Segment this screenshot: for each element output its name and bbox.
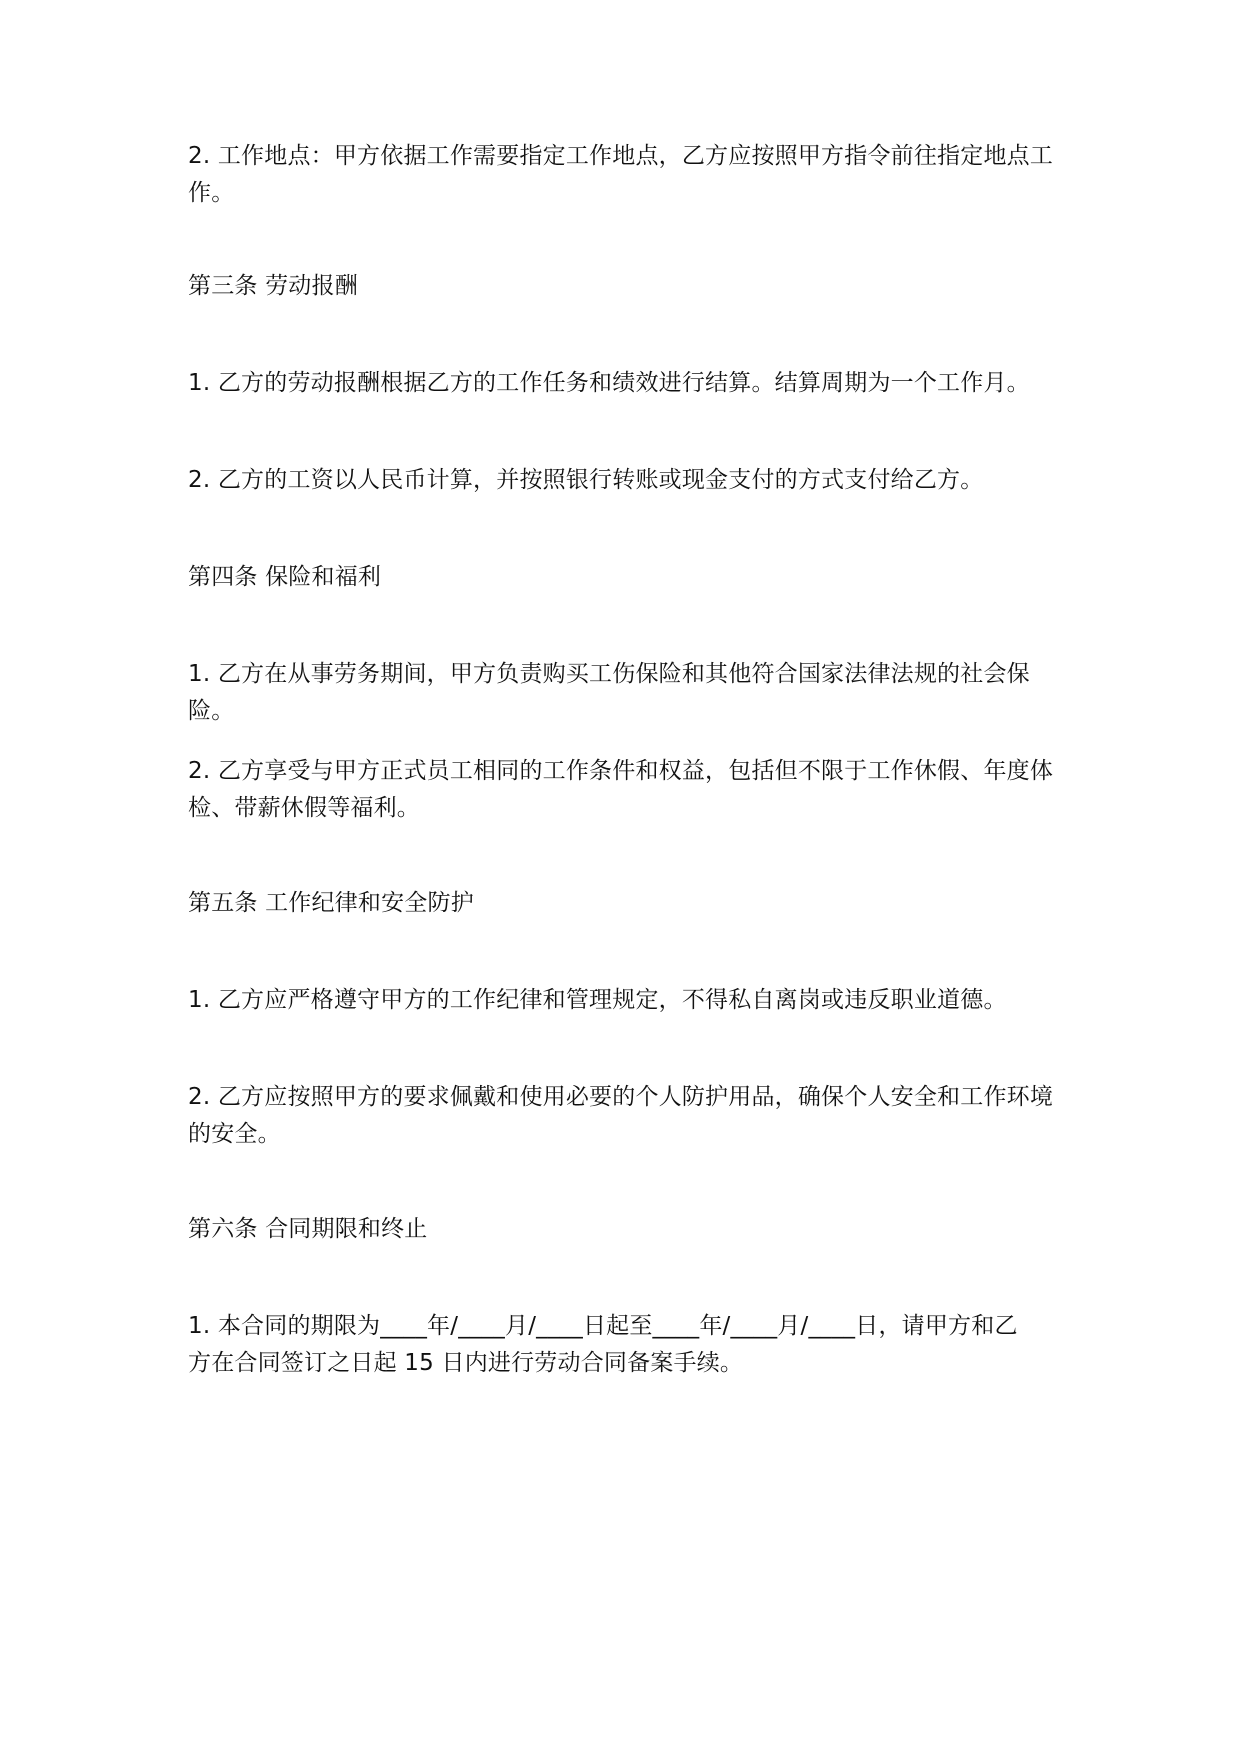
clause-remuneration-2	[188, 462, 1068, 499]
line: 2. 工作地点：甲方依据工作需要指定工作地点，乙方应按照甲方指令前往指定地点工	[188, 143, 1054, 169]
heading-text: 第六条 合同期限和终止	[188, 1216, 428, 1242]
heading-article-4	[188, 559, 1068, 596]
heading-text: 第四条 保险和福利	[188, 564, 382, 590]
line: 1. 乙方在从事劳务期间，甲方负责购买工伤保险和其他符合国家法律法规的社会保险。	[188, 661, 1030, 724]
line: 作。	[188, 180, 235, 206]
line: 2. 乙方的工资以人民币计算，并按照银行转账或现金支付的方式支付给乙方。	[188, 467, 984, 493]
line: 的安全。	[188, 1121, 281, 1147]
line: 方在合同签订之日起 15 日内进行劳动合同备案手续。	[188, 1350, 744, 1376]
clause-insurance-1	[188, 656, 1068, 730]
clause-remuneration-1	[188, 365, 1068, 402]
clause-work-location	[188, 138, 1068, 212]
line: 2. 乙方享受与甲方正式员工相同的工作条件和权益，包括但不限于工作休假、年度体	[188, 758, 1054, 784]
heading-article-5	[188, 885, 1068, 922]
clause-discipline-1	[188, 982, 1068, 1019]
heading-article-3	[188, 268, 1068, 305]
line: 1. 乙方的劳动报酬根据乙方的工作任务和绩效进行结算。结算周期为一个工作月。	[188, 370, 1030, 396]
line: 2. 乙方应按照甲方的要求佩戴和使用必要的个人防护用品，确保个人安全和工作环境	[188, 1084, 1054, 1110]
heading-article-6	[188, 1211, 1068, 1248]
clause-insurance-2	[188, 753, 1068, 827]
heading-text: 第五条 工作纪律和安全防护	[188, 890, 474, 916]
heading-text: 第三条 劳动报酬	[188, 273, 358, 299]
clause-discipline-2	[188, 1079, 1068, 1153]
line: 1. 乙方应严格遵守甲方的工作纪律和管理规定，不得私自离岗或违反职业道德。	[188, 987, 1007, 1013]
clause-term-1	[188, 1308, 1068, 1382]
line: 1. 本合同的期限为____年/____月/____日起至____年/____月/____日，请甲方和乙	[188, 1313, 1018, 1339]
line: 检、带薪休假等福利。	[188, 795, 420, 821]
